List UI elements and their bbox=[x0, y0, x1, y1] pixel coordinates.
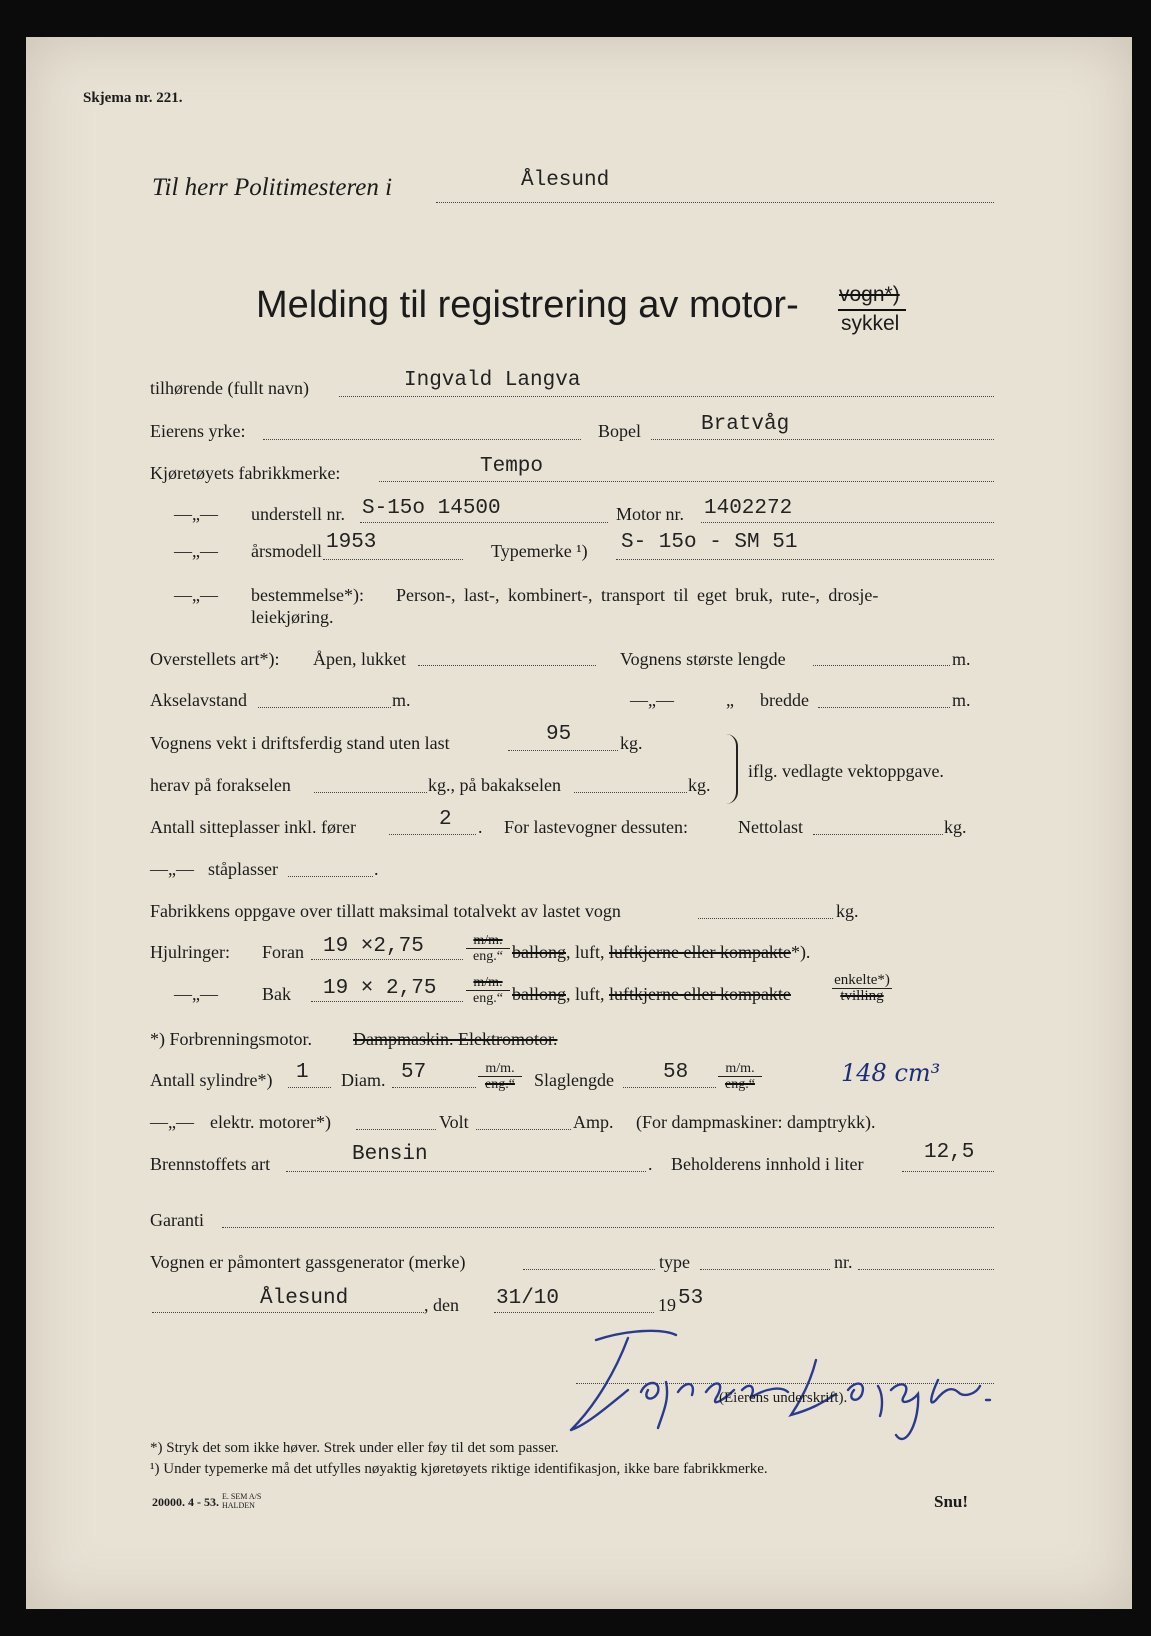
tyres-rear-unit: m/m. eng.“ bbox=[466, 975, 510, 1006]
tyres-rear-value: 19 × 2,75 bbox=[323, 977, 437, 1000]
rear-axle-label: kg., på bakakselen bbox=[428, 775, 561, 795]
type-mark-label: Typemerke ¹) bbox=[491, 541, 588, 561]
volume-note: 148 cm³ bbox=[841, 1059, 941, 1087]
electric-label: elektr. motorer*) bbox=[210, 1112, 331, 1132]
fuel-label: Brennstoffets art bbox=[150, 1154, 271, 1174]
turn-over: Snu! bbox=[934, 1492, 969, 1511]
tyres-front-end: *). bbox=[790, 942, 811, 962]
make-value: Tempo bbox=[480, 455, 544, 478]
chassis-label: understell nr. bbox=[251, 504, 345, 524]
tyres-rear-ballong: ballong bbox=[512, 984, 566, 1004]
ditto-standing: —„— bbox=[150, 859, 194, 879]
max-length-unit: m. bbox=[952, 649, 971, 669]
print-code: 20000. 4 - 53. bbox=[152, 1495, 219, 1509]
signature-scribble bbox=[566, 1320, 1046, 1450]
engine-kind-struck: Dampmaskin. Elektromotor. bbox=[353, 1029, 558, 1049]
model-year-label: årsmodell bbox=[251, 541, 322, 561]
form-title: Melding til registrering av motor- bbox=[256, 284, 799, 326]
form-page: Skjema nr. 221. Til herr Politimesteren i Ålesund Melding til registrering av motor- vogn*) sykkel tilhørende (fullt navn) Ingvald Langva Eierens yrke: Bopel Bratvåg Kjøretøyets fabrikkmerke: Tempo —„— understell nr. S-15o 14500 Motor nr. 1402272 —„— årsmodell 1953 Typemerke ¹) S- 15o - SM 51 —„— bestemmelse*): Person-, last-, kombinert-, transport til eget bruk, rute-, drosje- leiekjøring. Overstellets art*): Åpen, lukket Vognens største lengde m. Akselavstand m. —„— „ bredde m. Vognens vekt i driftsferdig stand uten last 95 kg. herav på forakselen kg., på bakakselen kg. iflg. vedlagte vektoppgave. Antall sitteplasser inkl. fører 2 . For lastevogner dessuten: Nettolast kg. —„— ståplasser . Fabrikkens oppgave over tillatt maksimal totalvekt av lastet vogn kg. Hjulringer: Foran 19 ×2,75 m/m. eng.“ ballong, luft, luftkjerne eller kompakte*). —„— Bak 19 × 2,75 m/m. eng.“ ballong, luft, luftkjerne eller kompakte enkelte*) tvilling *) Forbrenningsmotor. Dampmaskin. Elektromotor. Antall sylindre*) 1 Diam. 57 m/m. eng.“ Slaglengde 58 m/m. eng.“ 148 cm³ —„— elektr. motorer*) Volt Amp. (For dampmaskiner: damptrykk). Brennstoffets art Bensin . Beholderens innhold i liter 12,5 Garanti Vognen er påmontert gassgenerator (merke) type nr. Ålesund , den 31/10 19 53 (Eierens underskrift). *) Stryk det som ikke høver. Strek under eller føy til det som passer. ¹) Under typemerke må det utfylles nøyaktig kjøretøyets riktige identifikasjon, ikke bare fabrikkmerke. 20000. 4 - 53. E. SEM A/S HALDEN Snu! bbox=[26, 37, 1132, 1609]
footnote-1: *) Stryk det som ikke høver. Strek under eller føy til det som passer. bbox=[150, 1440, 559, 1456]
ditto-purpose: —„— bbox=[174, 585, 218, 605]
signature-caption: (Eierens underskrift). bbox=[719, 1390, 848, 1406]
addressee-value: Ålesund bbox=[521, 169, 610, 192]
brace bbox=[726, 734, 738, 804]
form-number: Skjema nr. 221. bbox=[83, 90, 183, 106]
tyres-front-label: Foran bbox=[262, 942, 304, 962]
diam-label: Diam. bbox=[341, 1070, 386, 1090]
weight-value: 95 bbox=[546, 723, 572, 746]
wheelbase-unit: m. bbox=[392, 690, 411, 710]
gas-gen-label: Vognen er påmontert gassgenerator (merke) bbox=[150, 1252, 466, 1272]
max-total-unit: kg. bbox=[836, 901, 859, 921]
tyres-label: Hjulringer: bbox=[150, 942, 230, 962]
stroke-unit: m/m. eng.“ bbox=[718, 1061, 762, 1092]
title-alt-option: sykkel bbox=[841, 312, 900, 335]
footnote-2: ¹) Under typemerke må det utfylles nøyaktig kjøretøyets riktige identifikasjon, ikke bare fabrikkmerke. bbox=[150, 1461, 768, 1477]
gas-gen-nr-label: nr. bbox=[834, 1252, 853, 1272]
tyres-rear-struck: luftkjerne eller kompakte bbox=[609, 984, 791, 1004]
max-length-label: Vognens største lengde bbox=[620, 649, 786, 669]
tyres-front-ballong: ballong bbox=[512, 942, 566, 962]
purpose-label: bestemmelse*): bbox=[251, 585, 364, 605]
addressee-label: Til herr Politimesteren i bbox=[152, 174, 393, 201]
stroke-value: 58 bbox=[663, 1061, 689, 1084]
tyres-front-unit: m/m. eng.“ bbox=[466, 933, 510, 964]
engine-kind-label: *) Forbrenningsmotor. bbox=[150, 1029, 312, 1049]
tank-value: 12,5 bbox=[924, 1141, 975, 1164]
motor-no-label: Motor nr. bbox=[616, 504, 685, 524]
printer-mark: E. SEM A/S HALDEN bbox=[222, 1492, 262, 1510]
width-unit: m. bbox=[952, 690, 971, 710]
gas-gen-type-label: type bbox=[659, 1252, 690, 1272]
width-label: bredde bbox=[760, 690, 809, 710]
tyres-front-luft: , luft, bbox=[566, 942, 605, 962]
amp-label: Amp. bbox=[573, 1112, 614, 1132]
ditto-width: —„— bbox=[630, 690, 674, 710]
front-axle-label: herav på forakselen bbox=[150, 775, 291, 795]
owner-label: tilhørende (fullt navn) bbox=[150, 378, 309, 398]
volt-label: Volt bbox=[439, 1112, 469, 1132]
net-load-unit: kg. bbox=[944, 817, 967, 837]
seats-label: Antall sitteplasser inkl. fører bbox=[150, 817, 356, 837]
residence-value: Bratvåg bbox=[701, 413, 790, 436]
owner-value: Ingvald Langva bbox=[404, 369, 581, 392]
purpose-options: Person-, last-, kombinert-, transport til eget bruk, rute-, drosje- bbox=[396, 585, 879, 605]
purpose-options-2: leiekjøring. bbox=[251, 607, 334, 627]
residence-label: Bopel bbox=[598, 421, 641, 441]
tank-label: Beholderens innhold i liter bbox=[671, 1154, 864, 1174]
type-mark-value: S- 15o - SM 51 bbox=[621, 531, 798, 554]
place-value: Ålesund bbox=[260, 1287, 349, 1310]
seats-value: 2 bbox=[439, 808, 452, 831]
fuel-value: Bensin bbox=[352, 1143, 428, 1166]
weight-label: Vognens vekt i driftsferdig stand uten last bbox=[150, 733, 450, 753]
width-quote: „ bbox=[726, 690, 734, 710]
weight-unit: kg. bbox=[620, 733, 643, 753]
weight-note: iflg. vedlagte vektoppgave. bbox=[748, 761, 944, 781]
ditto-chassis: —„— bbox=[174, 504, 218, 524]
year-prefix: 19 bbox=[658, 1295, 676, 1315]
ditto-year: —„— bbox=[174, 541, 218, 561]
standing-label: ståplasser bbox=[208, 859, 278, 879]
occupation-label: Eierens yrke: bbox=[150, 421, 246, 441]
model-year-value: 1953 bbox=[326, 531, 377, 554]
steam-label: (For dampmaskiner: damptrykk). bbox=[636, 1112, 876, 1132]
date-den: , den bbox=[424, 1295, 459, 1315]
tyres-rear-label: Bak bbox=[262, 984, 291, 1004]
body-type-label: Overstellets art*): bbox=[150, 649, 280, 669]
cylinders-value: 1 bbox=[296, 1061, 309, 1084]
tyres-front-value: 19 ×2,75 bbox=[323, 935, 424, 958]
title-struck-option: vogn*) bbox=[839, 283, 900, 306]
chassis-value: S-15o 14500 bbox=[362, 497, 501, 520]
rear-axle-unit: kg. bbox=[688, 775, 711, 795]
date-value: 31/10 bbox=[496, 1287, 560, 1310]
diam-unit: m/m. eng.“ bbox=[478, 1061, 522, 1092]
make-label: Kjøretøyets fabrikkmerke: bbox=[150, 463, 341, 483]
tyres-rear-luft: , luft, bbox=[566, 984, 605, 1004]
net-load-label: Nettolast bbox=[738, 817, 803, 837]
wheelbase-label: Akselavstand bbox=[150, 690, 247, 710]
ditto-tyres: —„— bbox=[174, 984, 218, 1004]
tyres-front-struck: luftkjerne eller kompakte bbox=[609, 942, 791, 962]
body-type-options: Åpen, lukket bbox=[313, 649, 406, 669]
stroke-label: Slaglengde bbox=[534, 1070, 614, 1090]
ditto-electric: —„— bbox=[150, 1112, 194, 1132]
motor-no-value: 1402272 bbox=[704, 497, 793, 520]
cylinders-label: Antall sylindre*) bbox=[150, 1070, 273, 1090]
year-suffix: 53 bbox=[678, 1287, 704, 1310]
cargo-label: For lastevogner dessuten: bbox=[504, 817, 688, 837]
tyres-rear-mount: enkelte*) tvilling bbox=[832, 973, 892, 1004]
diam-value: 57 bbox=[401, 1061, 427, 1084]
guarantee-label: Garanti bbox=[150, 1210, 204, 1230]
max-total-label: Fabrikkens oppgave over tillatt maksimal totalvekt av lastet vogn bbox=[150, 901, 621, 921]
